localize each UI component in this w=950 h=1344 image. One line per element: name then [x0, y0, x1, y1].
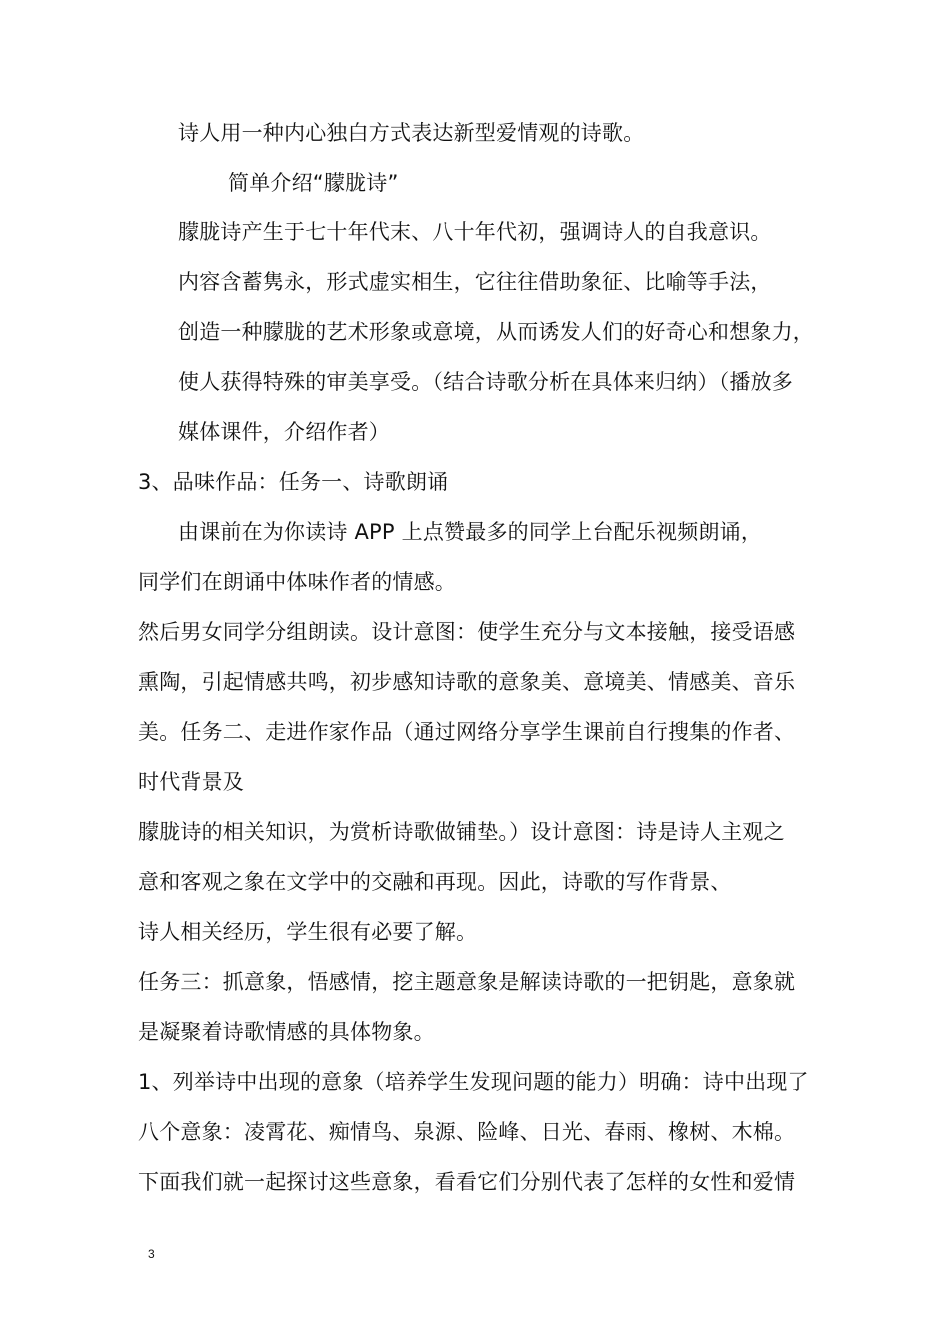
text-line: 八个意象：凌霄花、痴情鸟、泉源、险峰、日光、春雨、橡树、木棉。	[138, 1120, 796, 1144]
text-line: 美。任务二、走进作家作品（通过网络分享学生课前自行搜集的作者、	[138, 720, 796, 744]
text-line: 使人获得特殊的审美享受。（结合诗歌分析在具体来归纳）（播放多	[178, 370, 793, 394]
text-line: 朦胧诗的相关知识，为赏析诗歌做铺垫。）设计意图：诗是诗人主观之	[138, 820, 785, 844]
text-line: 时代背景及	[138, 770, 244, 794]
text-line: 同学们在朗诵中体味作者的情感。	[138, 570, 456, 594]
text-line: 内容含蓄隽永，形式虚实相生，它往往借助象征、比喻等手法，	[178, 270, 772, 294]
text-line: 熏陶，引起情感共鸣，初步感知诗歌的意象美、意境美、情感美、音乐	[138, 670, 796, 694]
text-line: 然后男女同学分组朗读。设计意图：使学生充分与文本接触，接受语感	[138, 620, 796, 644]
text-line: 是凝聚着诗歌情感的具体物象。	[138, 1020, 435, 1044]
text-line: 1、列举诗中出现的意象（培养学生发现问题的能力）明确：诗中出现了	[138, 1070, 809, 1094]
text-line: 意和客观之象在文学中的交融和再现。因此，诗歌的写作背景、	[138, 870, 732, 894]
text-line: 由课前在为你读诗 APP 上点赞最多的同学上台配乐视频朗诵，	[178, 520, 763, 544]
text-line: 诗人用一种内心独白方式表达新型爱情观的诗歌。	[178, 121, 645, 145]
text-line: 朦胧诗产生于七十年代末、八十年代初，强调诗人的自我意识。	[178, 220, 772, 244]
text-line: 创造一种朦胧的艺术形象或意境，从而诱发人们的好奇心和想象力，	[178, 320, 814, 344]
text-line: 媒体课件，介绍作者）	[178, 420, 390, 444]
text-line: 下面我们就一起探讨这些意象，看看它们分别代表了怎样的女性和爱情	[138, 1170, 796, 1194]
page-number: 3	[148, 1247, 155, 1261]
text-line: 诗人相关经历，学生很有必要了解。	[138, 920, 478, 944]
section-heading: 简单介绍“朦胧诗”	[228, 171, 399, 195]
section-heading: 3、品味作品：任务一、诗歌朗诵	[138, 470, 449, 494]
text-line: 任务三：抓意象，悟感情，挖主题意象是解读诗歌的一把钥匙，意象就	[138, 970, 796, 994]
